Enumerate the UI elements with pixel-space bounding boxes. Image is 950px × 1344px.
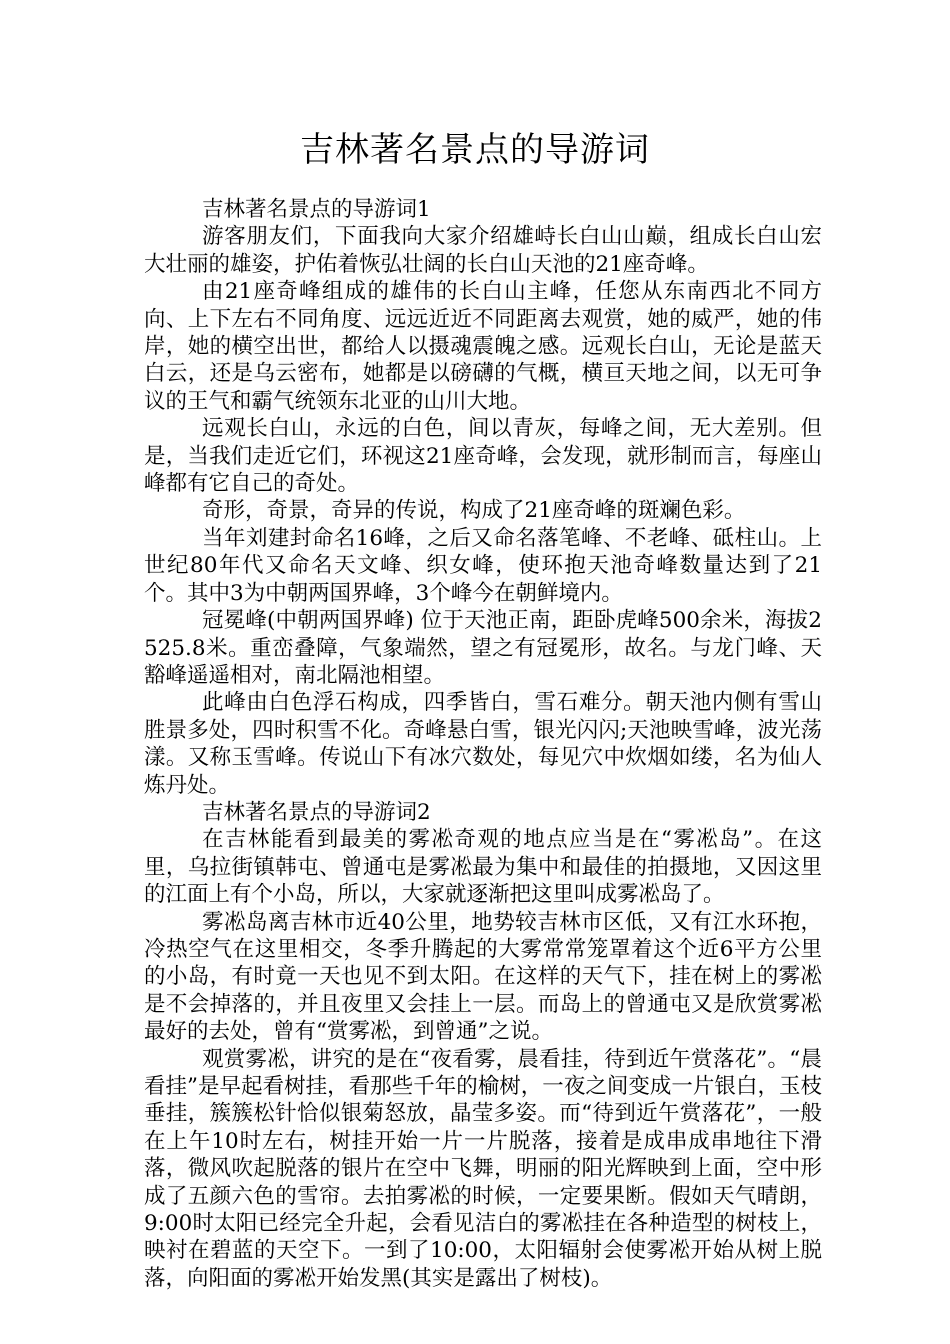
paragraph: 在吉林能看到最美的雾凇奇观的地点应当是在“雾凇岛”。在这里，乌拉街镇韩屯、曾通屯是雾凇最为集中和最佳的拍摄地，又因这里的江面上有个小岛，所以，大家就逐渐把这里叫成雾凇岛了。 <box>144 827 822 908</box>
paragraph: 观赏雾凇，讲究的是在“夜看雾，晨看挂，待到近午赏落花”。“晨看挂”是早起看树挂，看那些千年的榆树，一夜之间变成一片银白，玉枝垂挂，簇簇松针恰似银菊怒放，晶莹多姿。而“待到近午赏落花”，一般在上午10时左右，树挂开始一片一片脱落，接着是成串成串地往下滑落，微风吹起脱落的银片在空中飞舞，明丽的阳光辉映到上面，空中形成了五颜六色的雪帘。去拍雾凇的时候，一定要果断。假如天气晴朗，9:00时太阳已经完全升起，会看见洁白的雾凇挂在各种造型的树枝上，映衬在碧蓝的天空下。一到了10:00，太阳辐射会使雾凇开始从树上脱落，向阳面的雾凇开始发黑(其实是露出了树枝)。 <box>144 1046 822 1291</box>
paragraph: 奇形，奇景，奇异的传说，构成了21座奇峰的斑斓色彩。 <box>202 498 746 524</box>
section-heading-2: 吉林著名景点的导游词2 <box>202 799 431 825</box>
paragraph: 冠冕峰(中朝两国界峰) 位于天池正南，距卧虎峰500余米，海拔2525.8米。重峦叠障，气象端然，望之有冠冕形，故名。与龙门峰、天豁峰遥遥相对，南北隔池相望。 <box>144 608 822 688</box>
paragraph: 游客朋友们，下面我向大家介绍雄峙长白山山巅，组成长白山宏大壮丽的雄姿，护佑着恢弘壮阔的长白山天池的21座奇峰。 <box>144 224 822 277</box>
paragraph: 当年刘建封命名16峰，之后又命名落笔峰、不老峰、砥柱山。上世纪80年代又命名天文峰、织女峰，使环抱天池奇峰数量达到了21个。其中3为中朝两国界峰，3个峰今在朝鲜境内。 <box>144 525 822 606</box>
paragraph: 远观长白山，永远的白色，间以青灰，每峰之间，无大差别。但是，当我们走近它们，环视这21座奇峰，会发现，就形制而言，每座山峰都有它自己的奇处。 <box>144 416 822 497</box>
paragraph: 由21座奇峰组成的雄伟的长白山主峰，任您从东南西北不同方向、上下左右不同角度、远远近近不同距离去观赏，她的威严，她的伟岸，她的横空出世，都给人以摄魂震魄之感。远观长白山，无论是蓝天白云，还是乌云密布，她都是以磅礴的气概，横亘天地之间，以无可争议的王气和霸气统领东北亚的山川大地。 <box>144 279 822 414</box>
document-body <box>144 196 822 1292</box>
paragraph: 雾凇岛离吉林市近40公里，地势较吉林市区低，又有江水环抱，冷热空气在这里相交，冬季升腾起的大雾常常笼罩着这个近6平方公里的小岛，有时竟一天也见不到太阳。在这样的天气下，挂在树上的雾凇是不会掉落的，并且夜里又会挂上一层。而岛上的曾通屯又是欣赏雾凇最好的去处，曾有“赏雾凇，到曾通”之说。 <box>144 909 822 1045</box>
paragraph: 此峰由白色浮石构成，四季皆白，雪石难分。朝天池内侧有雪山胜景多处，四时积雪不化。奇峰悬白雪，银光闪闪;天池映雪峰，波光荡漾。又称玉雪峰。传说山下有冰穴数处，每见穴中炊烟如缕，名为仙人炼丹处。 <box>144 690 822 798</box>
document-title: 吉林著名景点的导游词 <box>300 130 650 170</box>
section-heading-1: 吉林著名景点的导游词1 <box>202 197 431 222</box>
